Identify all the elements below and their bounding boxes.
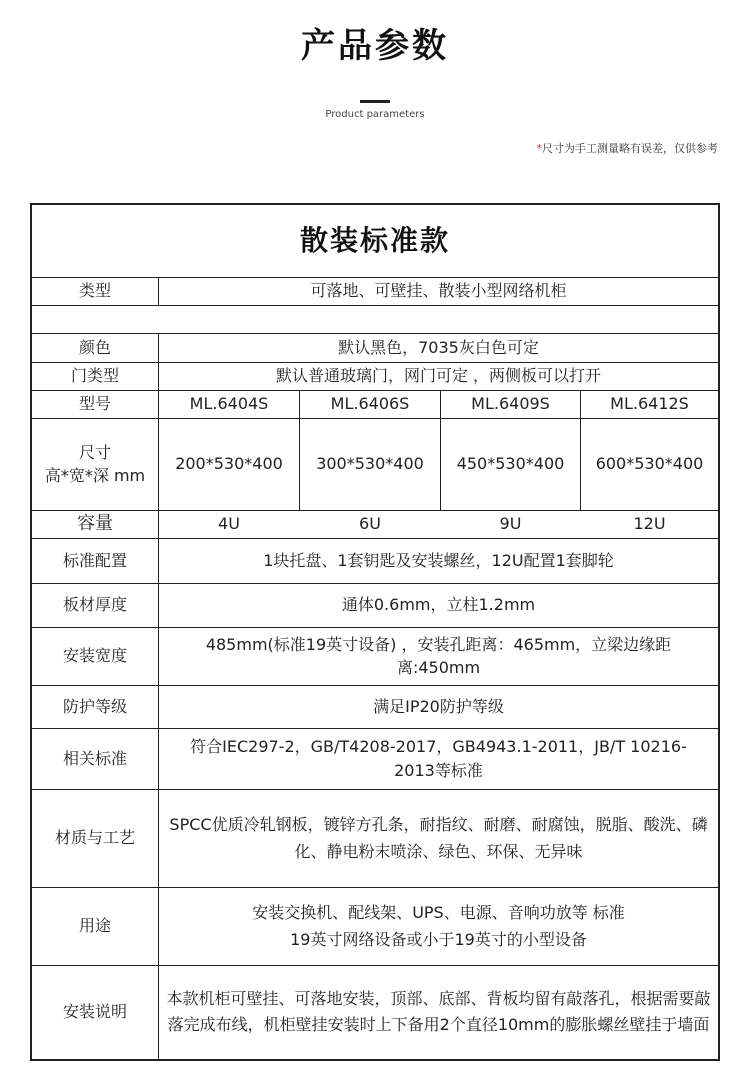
size-cell: 450*530*400 — [456, 454, 565, 474]
value-usage: 安装交换机、配线架、UPS、电源、音响功放等 标准19英寸网络设备或小于19英寸的小型设备 — [252, 902, 625, 949]
label-thickness: 板材厚度 — [62, 595, 127, 615]
label-size — [32, 418, 158, 510]
title-divider — [360, 100, 390, 103]
label-model: 型号 — [78, 394, 111, 414]
value-install: 本款机柜可壁挂、可落地安装，顶部、底部、背板均留有敲落孔，根据需要敲落完成布线，机柜壁挂安装时上下备用2个直径10mm的膨胀螺丝壁挂于墙面 — [166, 989, 711, 1034]
capacity-cell: 12U — [633, 514, 666, 534]
measurement-note — [537, 140, 719, 156]
model-cell: ML.6406S — [330, 394, 410, 414]
capacity-cell: 6U — [359, 514, 381, 534]
label-type: 类型 — [78, 281, 111, 301]
label-install: 安装说明 — [62, 1002, 127, 1022]
value-config: 1块托盘、1套钥匙及安装螺丝，12U配置1套脚轮 — [263, 550, 614, 570]
table-caption: 散装标准款 — [299, 223, 450, 257]
model-cell: ML.6404S — [189, 394, 269, 414]
label-width: 安装宽度 — [62, 646, 127, 666]
note-star: * — [536, 142, 542, 155]
value-door: 默认普通玻璃门，网门可定 ，两侧板可以打开 — [275, 366, 602, 386]
value-width: 485mm(标准19英寸设备) ，安装孔距离：465mm，立梁边缘距离:450mm — [205, 634, 672, 677]
model-cell: ML.6412S — [610, 394, 689, 414]
value-protection: 满足IP20防护等级 — [373, 696, 504, 716]
note-text: 尺寸为手工测量略有误差，仅供参考 — [542, 142, 718, 155]
label-capacity: 容量 — [77, 512, 113, 534]
value-color: 默认黑色，7035灰白色可定 — [338, 337, 539, 357]
value-standard: 符合IEC297-2，GB/T4208-2017，GB4943.1-2011，JB/T 10216-2013等标准 — [190, 737, 687, 780]
label-door: 门类型 — [70, 366, 119, 386]
label-protection: 防护等级 — [62, 696, 127, 716]
label-material: 材质与工艺 — [54, 828, 135, 848]
label-color: 颜色 — [78, 337, 111, 357]
label-size-line1: 尺寸 — [78, 442, 111, 462]
label-size-line2: 高*宽*深 mm — [44, 466, 146, 485]
value-type: 可落地、可壁挂、散装小型网络机柜 — [310, 281, 567, 301]
size-cell: 300*530*400 — [316, 454, 424, 474]
capacity-cell: 9U — [499, 514, 522, 534]
label-usage: 用途 — [78, 916, 111, 936]
size-cell: 200*530*400 — [175, 454, 283, 474]
page-subtitle: Product parameters — [325, 109, 425, 120]
label-config: 标准配置 — [62, 550, 127, 570]
value-thickness: 通体0.6mm，立柱1.2mm — [341, 595, 536, 615]
page-title: 产品参数 — [301, 26, 449, 66]
size-cell: 600*530*400 — [595, 454, 704, 474]
value-material: SPCC优质冷轧钢板，镀锌方孔条，耐指纹、耐磨、耐腐蚀，脱脂、酸洗、磷化、静电粉末喷涂、绿色、环保、无异味 — [169, 814, 708, 861]
row-divider — [32, 305, 718, 306]
spec-table — [30, 203, 720, 1061]
label-standard: 相关标准 — [62, 748, 127, 768]
capacity-cell: 4U — [218, 514, 240, 534]
model-cell: ML.6409S — [471, 394, 550, 414]
